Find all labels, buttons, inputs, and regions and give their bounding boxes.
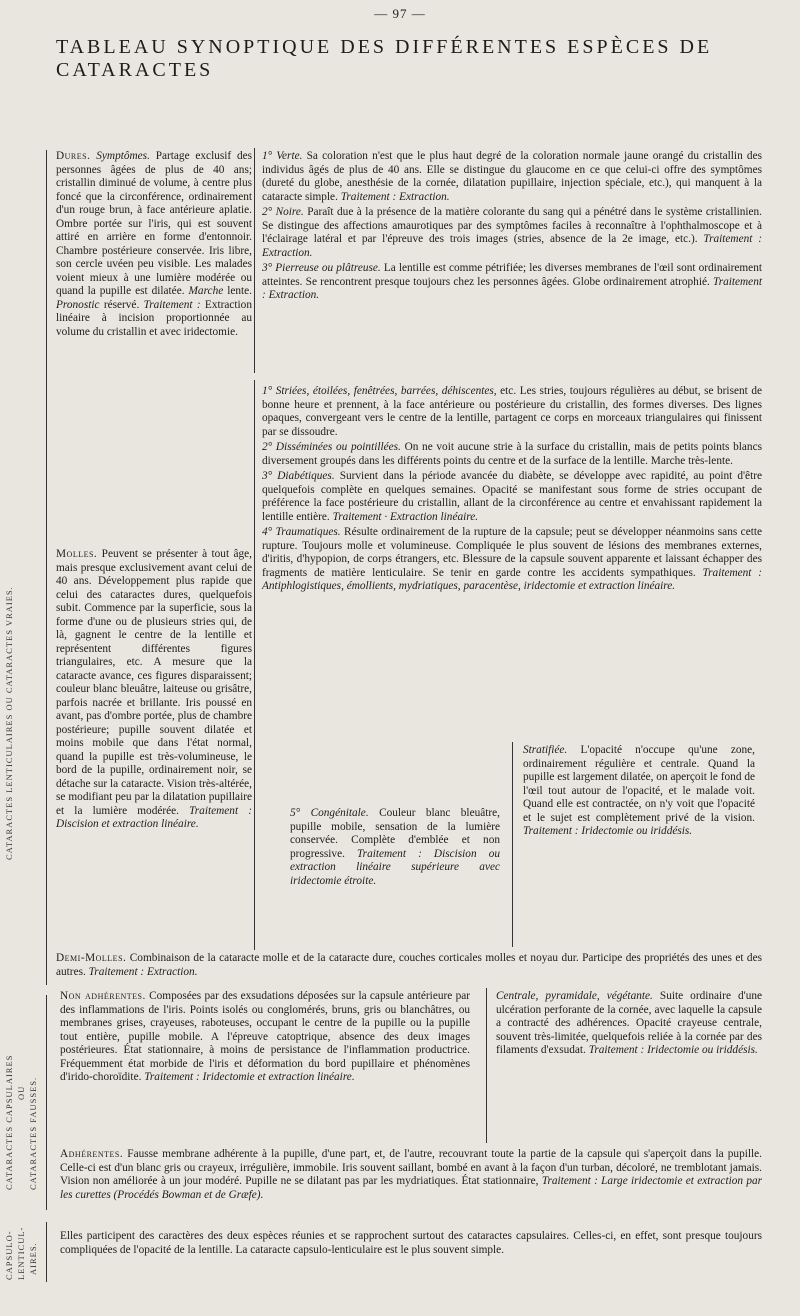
stratifiee-text: L'opacité n'occupe qu'une zone, ordinairement régulière et centrale. Quand la pupille est largement dilatée, on aperçoit le fond de l'œil tout autour de l'opacité, et le malade voit. Quand elle est contractée, on n'y voit que l'opacité et le sujet est complètement privé de la vision. bbox=[523, 744, 755, 824]
side-label-capsulo: CAPSULO- bbox=[4, 1230, 14, 1280]
stratifiee-label: Stratifiée. bbox=[523, 744, 568, 756]
traumatiques-label: 4° Traumatiques. bbox=[262, 526, 341, 538]
dures-traitement-label: Traitement : bbox=[143, 298, 201, 311]
centrale-text: Suite ordinaire d'une ulcération perforante de la cornée, avec laquelle la capsule a contracté des adhérences. Opacité crayeuse centrale, souvent très-limitée, quelquefois reliée à la cornée par des filaments d'exsudat. bbox=[496, 990, 763, 1056]
molles-text: Peuvent se présenter à tout âge, mais presque exclusivement avant celui de 40 ans. Développement plus rapide que celui des cataractes dures, quelquefois subit. Commence par la superficie, sous la forme d'une ou de plusieurs stries qui, de là, gagnent le centre de la lentille et représentent différentes figures triangulaires, etc. A mesure que la cataracte avance, ces figures disparaissent; couleur blanc bleuâtre, laiteuse ou grisâtre, parfois nacrée et brillante. Iris poussé en avant, pas d'ombre portée, plus de chambre postérieure; pupille souvent dilatée et moins mobile que dans l'état normal, quand la pupille est très-volumineuse, le bord de la pupille, ordinairement noir, se détache sur la cataracte. Vision très-altérée, se modifiant peu par la dilatation pupillaire et la lumière modérée. bbox=[56, 548, 252, 817]
page-title: TABLEAU SYNOPTIQUE DES DIFFÉRENTES ESPÈCES DE CATARACTES bbox=[56, 36, 713, 81]
right-top-block bbox=[262, 150, 762, 303]
noire-traitement: Traitement : Extraction. bbox=[262, 233, 763, 259]
left-bar-top bbox=[46, 150, 47, 985]
non-adherentes-traitement: Traitement : Iridectomie et extraction linéaire. bbox=[144, 1071, 355, 1083]
side-label-vraies: CATARACTES LENTICULAIRES OU CATARACTES VRAIES. bbox=[4, 586, 14, 860]
dures-text: Partage exclusif des personnes âgées de plus de 40 ans; cristallin diminué de volume, à centre plus foncé que la circonférence, ordinairement d'un rouge brun, à face antérieure aplatie. Ombre portée sur l'iris, qui est souvent attiré en arrière en forme d'entonnoir. Chambre postérieure conservée. Iris libre, son cercle uvéen peu visible. Les malades voient mieux à une lumière modérée ou quand la pupille est dilatée. bbox=[56, 150, 253, 297]
centrale-traitement: Traitement : Iridectomie ou iriddésis. bbox=[588, 1044, 758, 1056]
side-label-aires: AIRES. bbox=[28, 1242, 38, 1275]
non-adherentes-label: Non adhérentes. bbox=[60, 990, 146, 1002]
congenitale-text: Couleur blanc bleuâtre, pupille mobile, sensation de la lumière conservée. Complète d'emblée et non progressive. bbox=[290, 807, 500, 860]
molles-block bbox=[56, 548, 252, 832]
traumatiques-traitement: Traitement : Antiphlogistiques, émollients, mydriatiques, paracentèse, iridectomie et extraction linéaire. bbox=[262, 566, 763, 592]
congenitale-label: 5° Congénitale. bbox=[290, 807, 369, 819]
dures-marche: lente. bbox=[227, 285, 252, 297]
verte-traitement: Traitement : Extraction. bbox=[340, 190, 450, 203]
diabetiques-text: Survient dans la période avancée du diabète, se développe avec rapidité, au point d'être quelquefois complète en quelques semaines. Opacité se manifestant sous forme de stries occupant de préférence la face postérieure du cristallin, allant de la circonférence au centre et envahissant rapidement la lentille entière. bbox=[262, 470, 762, 523]
dures-block bbox=[56, 150, 252, 339]
centrale-label: Centrale, pyramidale, végétante. bbox=[496, 990, 653, 1002]
non-adherentes-text: Composées par des exsudations déposées sur la capsule antérieure par des inflammations de l'iris. Points isolés ou conglomérés, bruns, gris ou blanchâtres, ou membranes grises, crayeuses, raboteuses, occupant le centre de la pupille ou la pupille tout entière, pupille mobile. A l'épreuve catoptrique, absence des deux images postérieures. État stationnaire, à moins de persistance de l'inflammation productrice. Fréquemment état morbide de l'iris et déformation du bord pupillaire et phénomènes d'irido-choroïdite. bbox=[60, 990, 470, 1083]
adherentes-label: Adhérentes. bbox=[60, 1148, 124, 1160]
molles-brace bbox=[254, 380, 255, 950]
side-label-ou: OU bbox=[16, 1085, 26, 1100]
dures-pronostic-label: Pronostic bbox=[56, 298, 100, 311]
pierreuse-label: 3° Pierreuse ou plâtreuse. bbox=[262, 262, 381, 274]
verte-label: 1° Verte. bbox=[262, 150, 303, 162]
non-adherentes-block bbox=[60, 990, 470, 1085]
centrale-block bbox=[496, 990, 762, 1058]
stratifiee-block bbox=[523, 744, 755, 839]
traumatiques-text: Résulte ordinairement de la rupture de la capsule; peut se développer néanmoins sans cette rupture. Toujours molle et volumineuse. Compliquée le plus souvent de lésions des membranes externes, d'iritis, d'hypopion, de corps étrangers, etc. Blessure de la capsule souvent apparente et laissant échapper des fragments de matière lenticulaire. Se tenir en garde contre les accidents sympathiques. bbox=[262, 526, 762, 579]
adherentes-block bbox=[60, 1148, 762, 1202]
dures-marche-label: Marche bbox=[188, 285, 224, 297]
disseminees-text: On ne voit aucune strie à la surface du cristallin, mais de petits points blancs diversement groupés dans les différents points du centre et de la surface de la lentille. Marche très-lente. bbox=[262, 441, 762, 467]
pierreuse-text: La lentille est comme pétrifiée; les diverses membranes de l'œil sont ordinairement atteintes. Se rencontrent presque toujours chez les personnes âgées. Globe ordinairement atrophié. bbox=[262, 262, 762, 288]
adherentes-text: Fausse membrane adhérente à la pupille, d'une part, et, de l'autre, recouvrant toute la partie de la capsule qui s'aperçoit dans la pupille. Celle-ci est d'un blanc gris ou crayeux, irrégulière, immobile. Iris souvent saillant, bombé en avant à la façon d'un turban, décoloré, ne tremblotant jamais. Vision non améliorée à un jour modéré. Pupille ne se dilatant pas par les mydriatiques. État stationnaire, bbox=[60, 1148, 762, 1187]
dures-traitement: Extraction linéaire à incision proportionnée au volume du cristallin et avec iridectomie. bbox=[56, 298, 252, 338]
noire-text: Paraît due à la présence de la matière colorante du sang qui a pénétré dans le système cristallinien. Se distingue des affections amaurotiques par des symptômes faciles à reconnaître à l'ophthalmoscope et à l'éclairage latéral et par l'épreuve des trois images (stries, absence de la 2e image, etc.). bbox=[262, 206, 762, 245]
dures-pronostic: réservé. bbox=[103, 298, 140, 311]
demi-molles-block bbox=[56, 952, 762, 979]
side-label-capsulaires: CATARACTES CAPSULAIRES bbox=[4, 1054, 14, 1190]
diabetiques-label: 3° Diabétiques. bbox=[262, 470, 335, 482]
left-bar-bottom bbox=[46, 995, 47, 1210]
verte-text: Sa coloration n'est que le plus haut degré de la coloration normale jaune orangé du cristallin des individus âgés de plus de 40 ans. Elle se distingue du glaucome en ce que celui-ci offre des symptômes (dureté du globe, anesthésie de la cornée, dilatation pupillaire, injection spéciale, etc.), qui manquent à la cataracte simple. bbox=[262, 150, 762, 203]
centrale-brace bbox=[486, 988, 487, 1143]
side-label-fausses: CATARACTES FAUSSES. bbox=[28, 1076, 38, 1190]
page-number: — 97 — bbox=[374, 6, 426, 21]
right-mid-block bbox=[262, 385, 762, 594]
dures-lead: Symptômes. bbox=[96, 150, 150, 162]
capsulo-lenticulaires-block: Elles participent des caractères des deux espèces réunies et se rapprochent surtout des cataractes capsulaires. Celles-ci, en effet, sont presque toujours compliquées de l'opacité de la lentille. La cataracte capsulo-lenticulaire est le plus souvent simple. bbox=[60, 1230, 762, 1256]
noire-label: 2° Noire. bbox=[262, 206, 304, 218]
demi-molles-traitement: Traitement : Extraction. bbox=[88, 965, 198, 978]
disseminees-label: 2° Disséminées ou pointillées. bbox=[262, 441, 401, 453]
demi-molles-label: Demi-Molles. bbox=[56, 952, 127, 964]
dures-brace bbox=[254, 148, 255, 373]
striees-label: 1° Striées, étoilées, fenêtrées, barrées, déhiscentes, bbox=[262, 385, 497, 397]
congenitale-brace bbox=[512, 742, 513, 947]
striees-text: etc. Les stries, toujours régulières au début, se brisent de bonne heure et prennent, à la face antérieure ou postérieure du cristallin, des formes diverses. Des lignes opaques, convergeant vers le centre de la lentille, partagent ce corps en morceaux triangulaires qui finissent par se dissoudre. bbox=[262, 385, 762, 438]
pierreuse-traitement: Traitement : Extraction. bbox=[262, 275, 762, 301]
demi-molles-text: Combinaison de la cataracte molle et de la cataracte dure, couches corticales molles et noyau dur. Participe des propriétés des unes et des autres. bbox=[56, 952, 762, 978]
congenitale-traitement: Traitement : Discision ou extraction linéaire supérieure avec iridectomie étroite. bbox=[290, 847, 501, 887]
side-label-lenticul: LENTICUL- bbox=[16, 1226, 26, 1280]
dures-label: Dures. bbox=[56, 150, 91, 162]
congenitale-block bbox=[290, 807, 500, 888]
molles-traitement: Traitement : Discision et extraction linéaire. bbox=[56, 804, 252, 830]
molles-label: Molles. bbox=[56, 548, 98, 560]
adherentes-traitement: Traitement : Large iridectomie et extraction par les curettes (Procédés Bowman et de Græfe). bbox=[60, 1175, 763, 1201]
diabetiques-traitement: Traitement · Extraction linéaire. bbox=[332, 510, 479, 523]
left-bar-capsulo bbox=[46, 1222, 47, 1282]
stratifiee-traitement: Traitement : Iridectomie ou iriddésis. bbox=[523, 825, 693, 837]
